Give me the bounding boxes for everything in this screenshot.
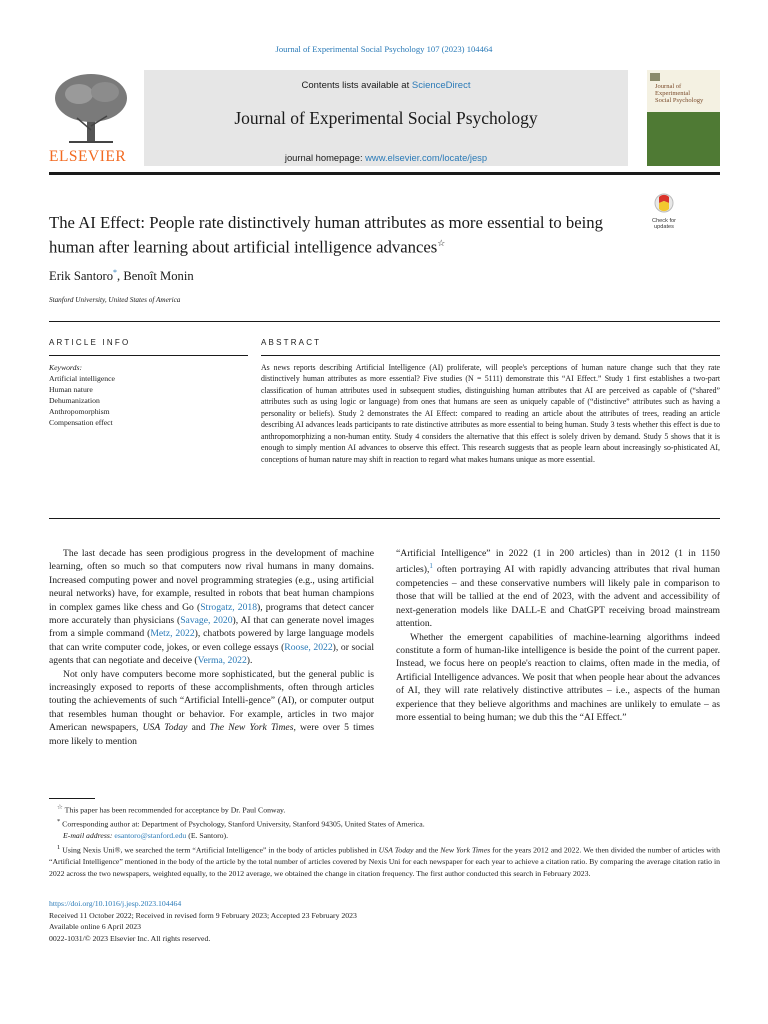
footnote-mark: ☆ <box>57 804 63 811</box>
footnote-text: Corresponding author at: Department of Psychology, Stanford University, Stanford 94305, United States of America. <box>62 819 425 829</box>
title-footnote-mark[interactable]: ☆ <box>437 238 446 248</box>
text-run: “Artificial Intelligence” in 2022 (1 in 200 articles) than in 2012 (1 in 1150 articles), <box>396 548 720 576</box>
text-run: Not only have computers become more sophisticated, but the general public is increasingly exposed to reports of these accomplishments, often through articles touting the achievements of such “Artificial Intelli-gence” (AI), or computer output that resembles human thought or behavior. For example, articles in two major American newspapers, <box>49 668 374 734</box>
tree-icon <box>49 70 134 150</box>
abstract-text: As news reports describing Artificial Intelligence (AI) proliferate, will people's perceptions of human nature change such that they rate distinctively human attributes as more essential? Five studies (N = 5111) demonstrate this “AI Effect.” Study 1 first establishes a two-part classification of human attributes used in subsequent studies, distinguishing human attributes that AI are perceived as capable of (“shared” attributes such as using logic or language) from ones that humans are seen as uniquely capable of (“distinctive” attributes such as having a personality or beliefs). Study 2 demonstrates the AI Effect: compared to reading an article about the attributes of trees, reading an article describing AI advances leads participants to rate distinctive attributes as more essential to being human. Study 3 tests whether this effect is due to anthropomorphizing a non-human entity. Study 4 considers the alternative that this effect is solely driven by demand. Study 5 shows that it is enough to simply mention AI advances to observe this effect. This research suggests that as people learn about increasingly so-phisticated AI, conceptions of human nature may shift in reaction to regard what makes humans unique as more essential. <box>261 363 720 464</box>
keyword: Anthropomorphism <box>49 407 110 416</box>
journal-citation[interactable]: Journal of Experimental Social Psychology 107 (2023) 104464 <box>275 44 493 54</box>
journal-header-band <box>144 70 628 166</box>
contents-availability <box>144 80 628 91</box>
text-run: The New York Times <box>209 722 294 734</box>
cover-title-line: Experimental <box>655 90 691 97</box>
keyword: Artificial intelligence <box>49 374 115 383</box>
abstract-heading: ABSTRACT <box>261 338 322 347</box>
footnote-rule <box>49 798 95 799</box>
check-for-updates-button[interactable] <box>648 193 680 229</box>
cover-title-line: Journal of <box>655 83 682 90</box>
body-paragraph <box>49 547 374 668</box>
text-run: ), AI that can generate novel images from a simple command ( <box>49 615 375 640</box>
cover-title-line: Social Psychology <box>655 97 704 104</box>
keywords-label: Keywords: <box>49 363 83 372</box>
journal-title: Journal of Experimental Social Psychology <box>234 108 538 128</box>
citation-link[interactable]: Strogatz, 2018 <box>200 601 258 613</box>
text-run: and <box>187 722 210 734</box>
publication-info <box>49 898 357 944</box>
journal-homepage <box>144 152 628 163</box>
citation-link[interactable]: Verma, 2022 <box>197 655 247 667</box>
cover-title <box>655 83 703 104</box>
text-run: , were over 5 times more likely to mention <box>49 722 374 747</box>
body-paragraph: Whether the emergent capabilities of machine-learning algorithms indeed constitute a form of human-like intelligence is beside the point of the current paper. Instead, we focus here on people's reaction to claims, often made in the media, of Artificial Intelligence advances. We posit that when people hear about the advances of AI, they will rate relatively distinctive attributes – i.e., aspects of the human experience that they believe algorithms and machines are unlikely to emulate – as more essential to being human; we dub this the “AI Effect.” <box>396 631 720 724</box>
elsevier-tree-logo <box>49 70 134 166</box>
online-date: Available online 6 April 2023 <box>49 922 141 931</box>
article-title-text: The AI Effect: People rate distinctively human attributes as more essential to being human after learning about artificial intelligence advances <box>49 213 603 257</box>
author-list <box>49 268 194 284</box>
text-run: USA Today <box>142 722 188 734</box>
text-run: ). <box>246 655 253 667</box>
author-name[interactable]: Benoît Monin <box>123 269 194 284</box>
text-run: Using Nexis Uni®, we searched the term “Artificial Intelligence” in the body of articles published in <box>62 845 379 855</box>
article-title <box>49 212 619 258</box>
homepage-link[interactable]: www.elsevier.com/locate/jesp <box>365 152 488 163</box>
doi-link[interactable]: https://doi.org/10.1016/j.jesp.2023.104464 <box>49 899 182 908</box>
citation-link[interactable]: 1 <box>429 562 433 571</box>
footnote-star <box>49 802 720 816</box>
publisher-name: ELSEVIER <box>49 148 127 165</box>
email-label: E-mail address: <box>63 831 113 841</box>
contents-prefix: Contents lists available at <box>301 80 412 91</box>
keyword: Human nature <box>49 385 93 394</box>
citation-link[interactable]: Roose, 2022 <box>284 641 333 653</box>
text-run: and the <box>413 845 441 855</box>
body-paragraph <box>396 547 720 631</box>
body-right-column <box>396 547 720 725</box>
copyright: 0022-1031/© 2023 Elsevier Inc. All rights reserved. <box>49 933 211 943</box>
abstract-end-rule <box>49 518 720 519</box>
citation-link[interactable]: Metz, 2022 <box>150 628 195 640</box>
text-run: ), chatbots powered by large language models that can write computer code, jokes, or even college essays ( <box>49 628 375 653</box>
footnotes <box>49 802 720 879</box>
text-run: for the years 2012 and 2022. We then divided the number of articles with “Artificial Intelligence” mentioned in the body of the article by the total number of articles covered by Nexis Uni for each newspaper for each year to achieve a citation ratio. By comparing the average citation ratio in 2022 across the two newspapers, weighted equally, to the 2012 average, we obtained the change in citation frequency. The first author conducted this search in February 2023. <box>49 845 721 878</box>
text-run: New York Times <box>440 845 491 855</box>
body-left-column <box>49 547 374 748</box>
keyword: Compensation effect <box>49 418 113 427</box>
sciencedirect-link[interactable]: ScienceDirect <box>411 80 471 91</box>
email-link[interactable]: esantoro@stanford.edu <box>114 831 187 841</box>
email-suffix: (E. Santoro). <box>186 831 229 841</box>
masthead-rule <box>49 172 720 175</box>
footnote-text <box>49 843 721 878</box>
article-info-heading: ARTICLE INFO <box>49 338 131 347</box>
footnote-1 <box>49 842 720 879</box>
text-run: ), programs that detect cancer more accurately than physicians ( <box>49 601 374 627</box>
cover-header <box>647 70 720 112</box>
text-run: The last decade has seen prodigious progress in the development of machine learning, often so much so that computers now rival humans in many domains. Increased computing power and novel programming strategies (e.g., using artificial neural networks) have, for example, resulted in robots that beat human champions in complex games like chess and Go ( <box>49 548 374 613</box>
journal-masthead <box>49 70 720 166</box>
received-dates: Received 11 October 2022; Received in revised form 9 February 2023; Accepted 23 February 2023 <box>49 910 357 920</box>
article-info-rule <box>49 355 248 356</box>
citation-link[interactable]: Savage, 2020 <box>180 615 233 627</box>
footnote-text: This paper has been recommended for acceptance by Dr. Paul Conway. <box>64 805 286 815</box>
cover-logo-icon <box>650 73 660 81</box>
keyword: Dehumanization <box>49 396 100 405</box>
check-updates-icon <box>648 193 680 213</box>
homepage-prefix: journal homepage: <box>284 152 366 163</box>
text-run: USA Today <box>378 845 414 855</box>
check-updates-label: Check for updates <box>652 218 676 230</box>
abstract-rule <box>261 355 720 356</box>
footnote-mark: 1 <box>57 843 61 851</box>
keywords-block <box>49 362 249 428</box>
footnote-mark: * <box>57 818 61 826</box>
journal-cover-thumbnail[interactable] <box>647 70 720 166</box>
affiliation: Stanford University, United States of America <box>49 296 181 304</box>
footnote-corresponding <box>49 816 720 830</box>
section-rule <box>49 321 720 322</box>
author-separator: , <box>117 269 124 284</box>
body-paragraph <box>49 668 374 748</box>
footnote-email <box>49 830 720 842</box>
corresponding-author-mark[interactable]: * <box>113 268 118 277</box>
author-name[interactable]: Erik Santoro <box>49 269 114 284</box>
text-run: ), or social agents that can negotiate and deceive ( <box>49 641 374 667</box>
text-run: often portraying AI with rapidly advancing attributes that rival human competencies – and these conservative numbers will likely pale in comparison to those that will be tallied at the end of 2023, with the advent and accessibility of next-generation models like DALL-E and ChatGPT receiving broad mainstream attention. <box>396 564 720 630</box>
